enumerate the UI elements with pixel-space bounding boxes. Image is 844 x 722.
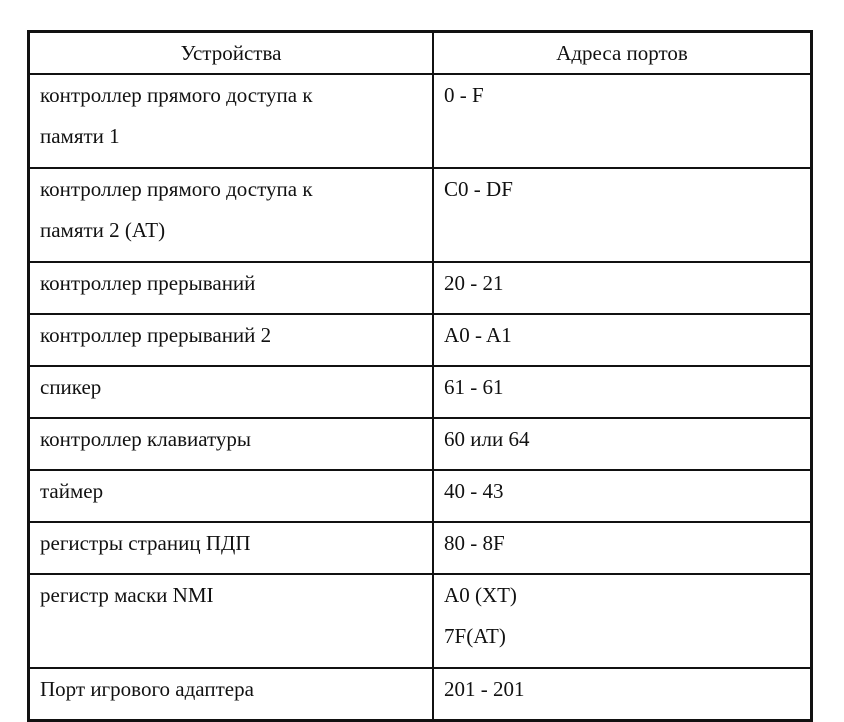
ports-cell: 40 - 43 xyxy=(433,470,811,522)
table-row xyxy=(29,262,812,314)
header-devices: Устройства xyxy=(29,32,434,75)
table-row xyxy=(29,314,812,366)
table-row xyxy=(29,168,812,262)
ports-cell: 80 - 8F xyxy=(433,522,811,574)
device-cell: контроллер прерываний xyxy=(29,262,434,314)
ports-text: 7F(AT) xyxy=(444,624,506,649)
table-row xyxy=(29,74,812,168)
device-text: контроллер прямого доступа к xyxy=(40,83,313,107)
device-text: памяти 2 (АТ) xyxy=(40,218,166,243)
device-text: регистр маски NMI xyxy=(40,583,214,607)
ports-cell: 20 - 21 xyxy=(433,262,811,314)
ports-text: A0 (XT) xyxy=(444,583,517,607)
table-row xyxy=(29,668,812,721)
ports-text: C0 - DF xyxy=(444,177,513,201)
ports-cell: A0 - A1 xyxy=(433,314,811,366)
device-cell xyxy=(29,168,434,262)
table-header-row xyxy=(29,32,812,75)
table-row xyxy=(29,366,812,418)
device-text: контроллер прямого доступа к xyxy=(40,177,313,201)
ports-cell xyxy=(433,574,811,668)
device-cell xyxy=(29,74,434,168)
device-cell: регистры страниц ПДП xyxy=(29,522,434,574)
table-row xyxy=(29,470,812,522)
table-row xyxy=(29,522,812,574)
device-cell xyxy=(29,574,434,668)
device-cell: таймер xyxy=(29,470,434,522)
device-cell: контроллер прерываний 2 xyxy=(29,314,434,366)
table-row xyxy=(29,574,812,668)
port-address-table xyxy=(27,30,813,722)
ports-cell: 60 или 64 xyxy=(433,418,811,470)
ports-cell xyxy=(433,74,811,168)
device-cell: контроллер клавиатуры xyxy=(29,418,434,470)
table-row xyxy=(29,418,812,470)
ports-text: 0 - F xyxy=(444,83,484,107)
device-text: памяти 1 xyxy=(40,124,120,149)
ports-cell: 61 - 61 xyxy=(433,366,811,418)
ports-cell: 201 - 201 xyxy=(433,668,811,721)
header-port-addresses: Адреса портов xyxy=(433,32,811,75)
ports-cell xyxy=(433,168,811,262)
device-cell: Порт игрового адаптера xyxy=(29,668,434,721)
device-cell: спикер xyxy=(29,366,434,418)
